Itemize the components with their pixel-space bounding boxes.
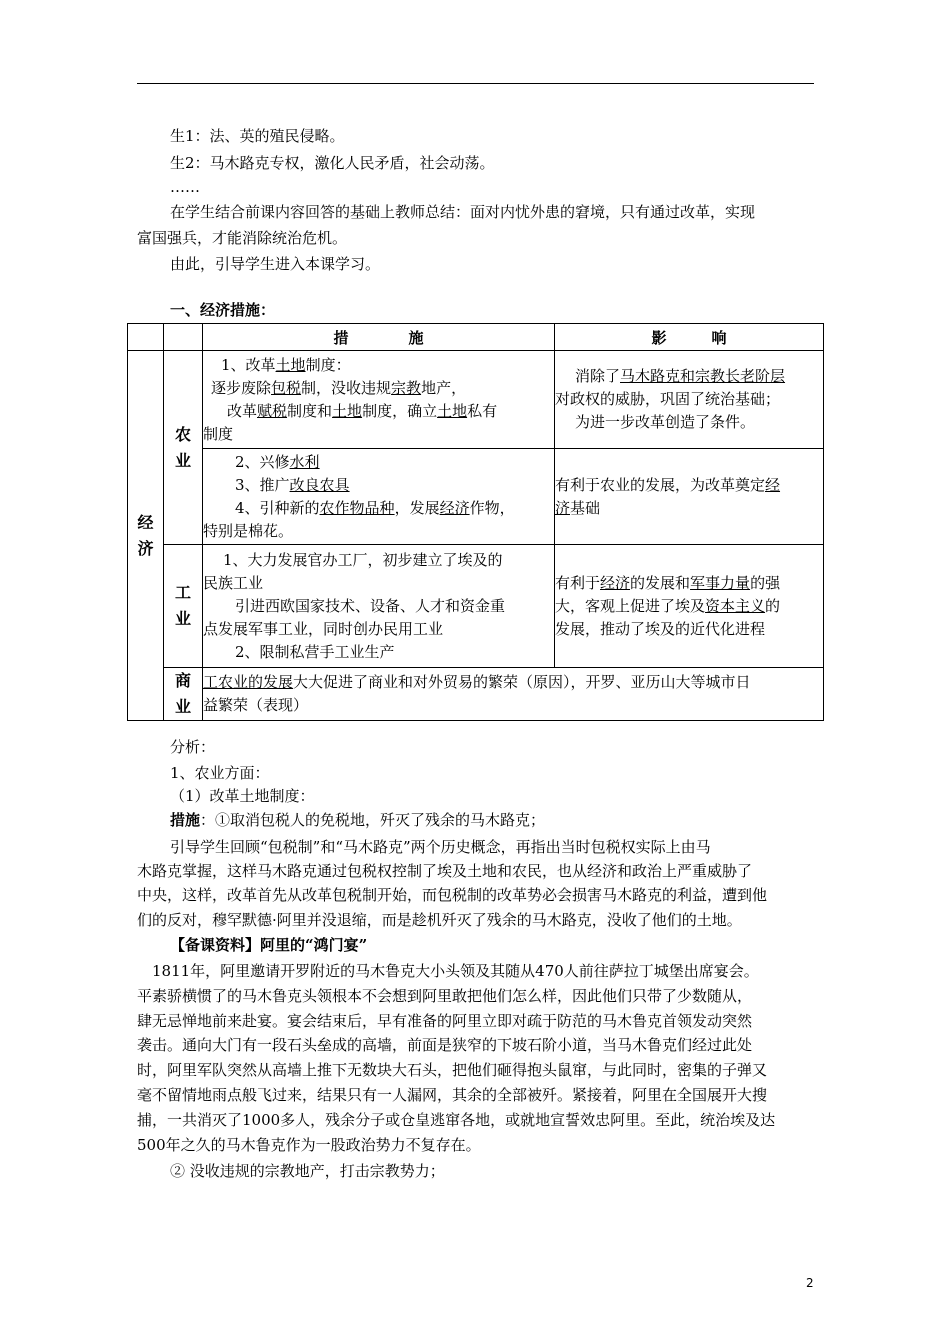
economic-measures-table <box>127 323 824 721</box>
intro-line: 生2：马木路克专权，激化人民矛盾，社会动荡。 <box>170 154 495 172</box>
material-paragraph: 肆无忌惮地前来赴宴。宴会结束后，早有准备的阿里立即对疏于防范的马木鲁克首领发动突然 <box>137 1012 753 1030</box>
header-rule <box>137 83 814 84</box>
measure-agri-other: 2、兴修水利 3、推广改良农具 4、引种新的农作物品种，发展经济作物， 特别是棉花。 <box>203 449 555 545</box>
material-paragraph: 捕，一共消灭了1000多人，残余分子或仓皇逃窜各地，或就地宣誓效忠阿里。至此，统治埃及达 <box>137 1111 776 1129</box>
section-title: 一、经济措施： <box>170 301 276 319</box>
intro-line: 生1：法、英的殖民侵略。 <box>170 127 345 145</box>
category-economy: 经济 <box>128 351 164 721</box>
category-agriculture: 农业 <box>164 351 203 545</box>
analysis-heading: 分析： <box>170 738 216 756</box>
material-paragraph: 平素骄横惯了的马木鲁克头领根本不会想到阿里敢把他们怎么样，因此他们只带了少数随从， <box>137 987 753 1005</box>
category-commerce: 商业 <box>164 668 203 721</box>
impact-land-reform: 消除了马木路克和宗教长老阶层 对政权的威胁，巩固了统治基础； 为进一步改革创造了条件。 <box>555 351 824 449</box>
impact-industry: 有利于经济的发展和军事力量的强 大，客观上促进了埃及资本主义的 发展，推动了埃及的近代化进程 <box>555 545 824 668</box>
category-industry: 工业 <box>164 545 203 668</box>
analysis-paragraph: 木路克掌握，这样马木路克通过包税权控制了埃及土地和农民，也从经济和政治上严重威胁了 <box>137 862 753 880</box>
header-measures: 措 施 <box>203 324 555 351</box>
material-title: 【备课资料】阿里的“鸿门宴” <box>170 936 368 954</box>
analysis-paragraph: 们的反对，穆罕默德·阿里并没退缩，而是趁机歼灭了残余的马木路克，没收了他们的土地。 <box>137 911 742 929</box>
analysis-paragraph: 中央，这样，改革首先从改革包税制开始，而包税制的改革势必会损害马木路克的利益，遭到他 <box>137 886 768 904</box>
material-paragraph: 时，阿里军队突然从高墙上推下无数块大石头，把他们砸得抱头鼠窜，与此同时，密集的子弹又 <box>137 1061 768 1079</box>
analysis-paragraph: 引导学生回顾“包税制”和“马木路克”两个历史概念，再指出当时包税权实际上由马 <box>170 838 711 856</box>
measure-line: 措施：①取消包税人的免税地，歼灭了残余的马木路克； <box>170 811 546 829</box>
intro-ellipsis: …… <box>170 178 200 196</box>
lead-line: 由此，引导学生进入本课学习。 <box>170 255 381 273</box>
material-paragraph: 毫不留情地雨点般飞过来，结果只有一人漏网，其余的全部被歼。紧接着，阿里在全国展开大搜 <box>137 1086 768 1104</box>
header-empty <box>128 324 164 351</box>
header-empty <box>164 324 203 351</box>
material-paragraph: 袭击。通向大门有一段石头垒成的高墙，前面是狭窄的下坡石阶小道，当马木鲁克们经过此处 <box>137 1036 753 1054</box>
material-paragraph: ② 没收违规的宗教地产，打击宗教势力； <box>170 1162 445 1180</box>
page-number: 2 <box>806 1276 814 1290</box>
measure-industry: 1、大力发展官办工厂，初步建立了埃及的 民族工业 引进西欧国家技术、设备、人才和资金重 点发展军事工业，同时创办民用工业 2、限制私营手工业生产 <box>203 545 555 668</box>
impact-agri-other: 有利于农业的发展，为改革奠定经 济基础 <box>555 449 824 545</box>
material-paragraph: 1811年，阿里邀请开罗附近的马木鲁克大小头领及其随从470人前往萨拉丁城堡出席宴会。 <box>152 962 759 980</box>
header-impact: 影 响 <box>555 324 824 351</box>
measure-land-reform: 1、改革土地制度： 逐步废除包税制，没收违规宗教地产， 改革赋税制度和土地制度，确立土地私有 制度 <box>203 351 555 449</box>
material-paragraph: 500年之久的马木鲁克作为一股政治势力不复存在。 <box>137 1136 481 1154</box>
summary-line: 在学生结合前课内容回答的基础上教师总结：面对内忧外患的窘境，只有通过改革，实现 <box>170 203 756 221</box>
summary-line: 富国强兵，才能消除统治危机。 <box>137 229 348 247</box>
analysis-heading: 1、农业方面： <box>170 764 270 782</box>
analysis-heading: （1）改革土地制度： <box>170 787 315 805</box>
measure-commerce: 工农业的发展大大促进了商业和对外贸易的繁荣（原因），开罗、亚历山大等城市日 益繁荣（表现） <box>203 668 824 721</box>
